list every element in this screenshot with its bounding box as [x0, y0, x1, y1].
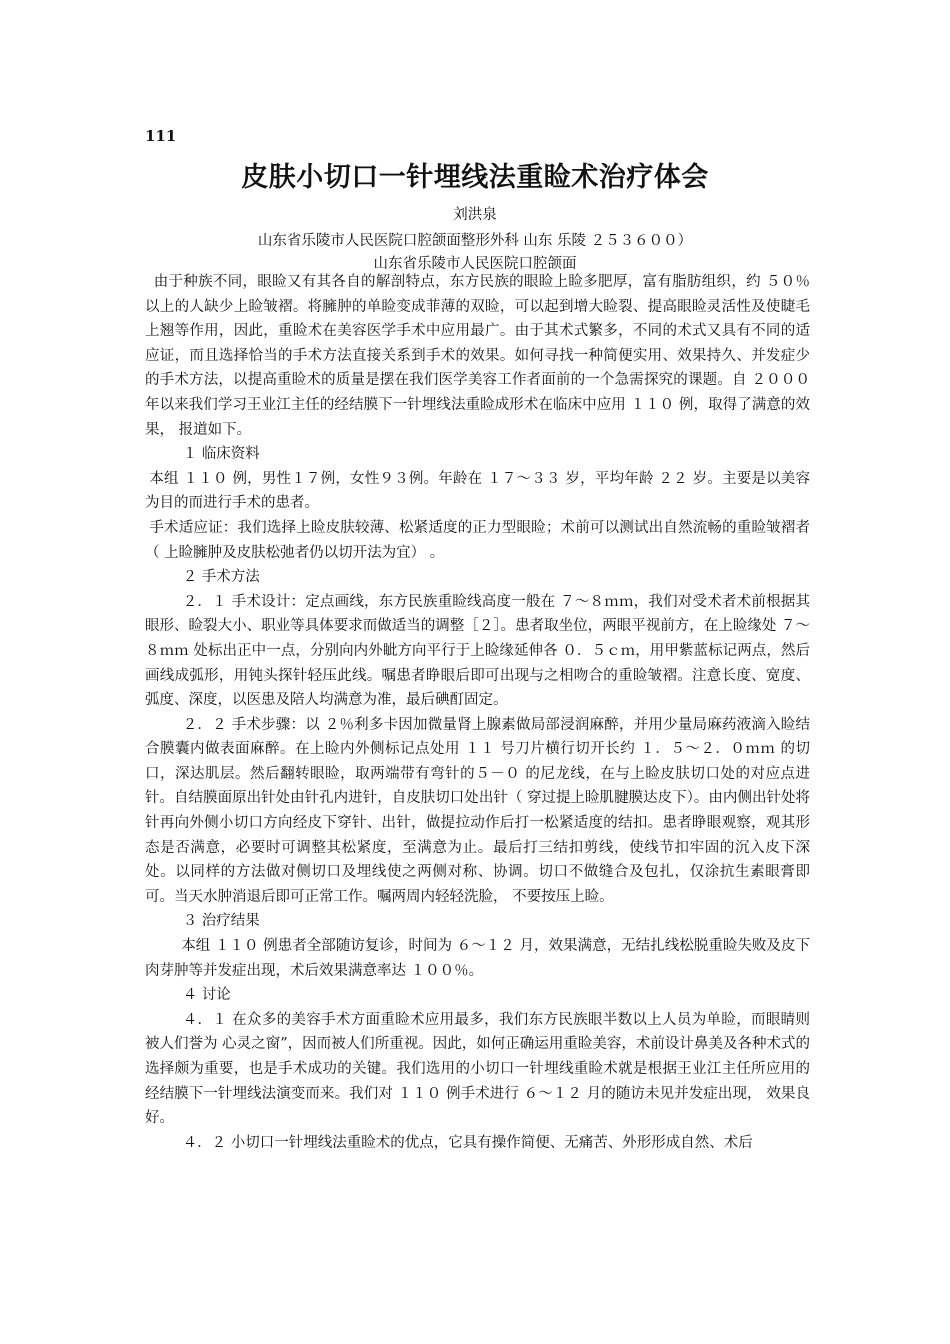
surgical-design-paragraph: ２．１ 手术设计：定点画线，东方民族重睑线高度一般在 ７～８ｍｍ，我们对受术者术前根据其眼形、睑裂大小、职业等具体要求而做适当的调整［２］。患者取坐位，两眼平视前方，在上睑缘处 ７～８ｍｍ 处标出正中一点，分别向内外眦方向平行于上睑缘延伸各 ０．５ｃｍ，用甲紫蓝标记两点，然后画线成弧形，用钝头探针轻压此线。嘱患者睁眼后即可出现与之相吻合的重睑皱褶。注意长度、宽度、弧度、深度，以医患及陪人均满意为准，最后碘酊固定。 [145, 593, 810, 709]
clinical-data-paragraph: 本组 １１０ 例，男性１７例，女性９３例。年龄在 １７～３３ 岁，平均年龄 ２２ 岁。主要是以美容为目的而进行手术的患者。 [145, 470, 810, 512]
author: 刘洪泉 [453, 207, 497, 223]
surgical-steps-paragraph: ２．２ 手术步骤：以 ２％利多卡因加微量肾上腺素做局部浸润麻醉，并用少量局麻药液滴入睑结合膜囊内做表面麻醉。在上睑内外侧标记点处用 １１ 号刀片横行切开长约 １．５～２．０ｍｍ 的切口，深达肌层。然后翻转眼睑，取两端带有弯针的５－０ 的尼龙线，在与上睑皮肤切口处的对应点进针。自结膜面原出针处由针孔内进针，自皮肤切口处出针（ 穿过提上睑肌腱膜达皮下）。由内侧出针处将针再向外侧小切口方向经皮下穿针、出针，做提拉动作后打一松紧适度的结扣。患者睁眼观察，观其形态是否满意，必要时可调整其松紧度，至满意为止。最后打三结扣剪线，使线节扣牢固的沉入皮下深处。以同样的方法做对侧切口及埋线使之两侧对称、协调。切口不做缝合及包扎，仅涂抗生素眼膏即可。当天水肿消退后即可正常工作。嘱两周内轻轻洗脸， 不要按压上睑。 [145, 716, 810, 905]
section-heading-surgical-method: ２ 手术方法 [182, 569, 260, 586]
article-body [145, 270, 810, 1155]
page-number: 111 [145, 127, 177, 145]
discussion-paragraph-2: ４．２ 小切口一针埋线法重睑术的优点，它具有操作简便、无痛苦、外形形成自然、术后 [182, 1134, 753, 1151]
affiliation-line-1: 山东省乐陵市人民医院口腔颌面整形外科 山东 乐陵 ２５３６００） [257, 233, 693, 249]
discussion-paragraph-1: ４．１ 在众多的美容手术方面重睑术应用最多，我们东方民族眼半数以上人员为单睑，而眼睛则被人们誉为 心灵之窗”，因而被人们所重视。因此，如何正确运用重睑美容，术前设计鼻美及各种术式的选择颇为重要，也是手术成功的关键。我们选用的小切口一针埋线重睑术就是根据王业江主任所应用的经结膜下一针埋线法演变而来。我们对 １１０ 例手术进行 ６～１２ 月的随访未见并发症出现， 效果良好。 [145, 1011, 810, 1127]
article-title: 皮肤小切口一针埋线法重睑术治疗体会 [241, 162, 709, 193]
results-paragraph: 本组 １１０ 例患者全部随访复诊，时间为 ６～１２ 月，效果满意，无结扎线松脱重睑失败及皮下肉芽肿等并发症出现，术后效果满意率达 １００％。 [145, 938, 810, 979]
intro-paragraph: 由于种族不同，眼睑又有其各自的解剖特点，东方民族的眼睑上睑多肥厚，富有脂肪组织，约 ５０％以上的人缺少上睑皱褶。将臃肿的单睑变成菲薄的双睑，可以起到增大睑裂、提高眼睑灵活性及使睫毛上翘等作用，因此，重睑术在美容医学手术中应用最广。由于其术式繁多，不同的术式又具有不同的适应证，而且选择恰当的手术方法直接关系到手术的效果。如何寻找一种简便实用、效果持久、并发症少的手术方法，以提高重睑术的质量是摆在我们医学美容工作者面前的一个急需探究的课题。自 ２０００ 年以来我们学习王业江主任的经结膜下一针埋线法重睑成形术在临床中应用 １１０ 例，取得了满意的效果， 报道如下。 [145, 274, 810, 438]
section-heading-results: ３ 治疗结果 [182, 913, 260, 930]
section-heading-clinical-data: １ 临床资料 [182, 446, 260, 463]
indications-paragraph: 手术适应证：我们选择上睑皮肤较薄、松紧适度的正力型眼睑；术前可以测试出自然流畅的重睑皱褶者（ 上睑臃肿及皮肤松弛者仍以切开法为宜） 。 [145, 519, 810, 561]
affiliation-line-2: 山东省乐陵市人民医院口腔颌面 [373, 256, 577, 272]
section-heading-discussion: ４ 讨论 [182, 987, 231, 1004]
